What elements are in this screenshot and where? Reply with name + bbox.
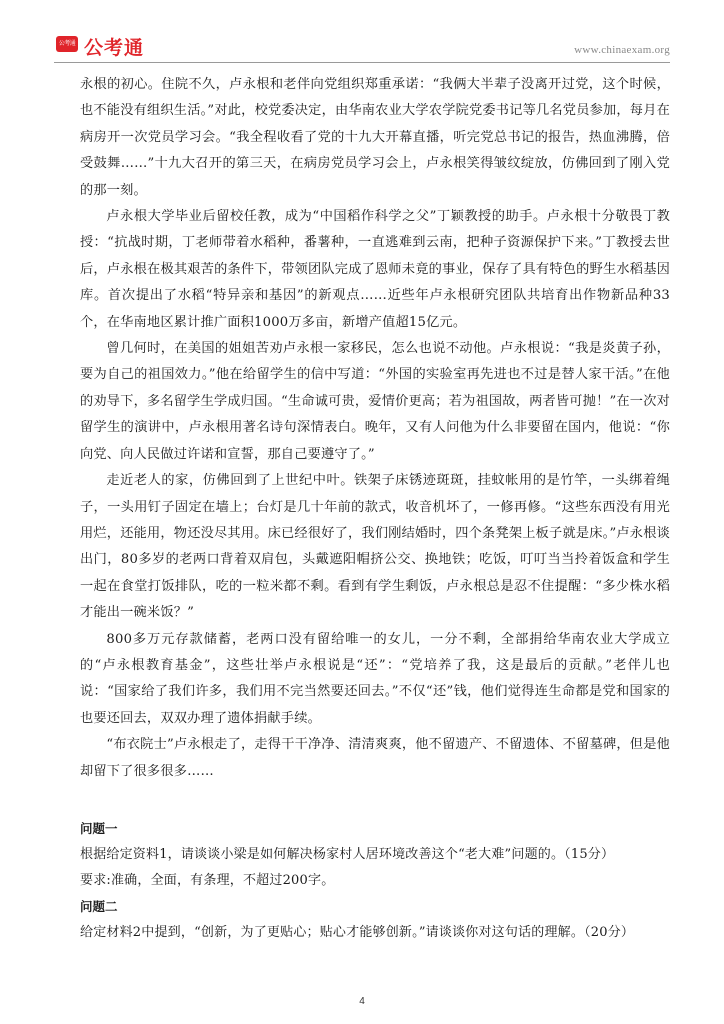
site-url: www.chinaexam.org <box>574 44 670 56</box>
question-1-title: 问题一 <box>80 821 118 836</box>
questions-section <box>80 816 670 946</box>
paragraph-1: 永根的初心。住院不久，卢永根和老伴向党组织郑重承诺：“我俩大半辈子没离开过党，这个时候，也不能没有组织生活。”对此，校党委决定，由华南农业大学农学院党委书记等几名党员参加，每月在病房开一次党员学习会。“我全程收看了党的十九大开幕直播，听完党总书记的报告，热血沸腾，倍受鼓舞……”十九大召开的第三天，在病房党员学习会上，卢永根笑得皱纹绽放，仿佛回到了刚入党的那一刻。 <box>80 77 670 198</box>
page-number: 4 <box>359 996 365 1007</box>
page-header <box>54 34 670 62</box>
paragraph-6: “布衣院士”卢永根走了，走得干干净净、清清爽爽，他不留遗产、不留遗体、不留墓碑，但是他却留下了很多很多…… <box>80 737 670 779</box>
article-body <box>80 72 670 785</box>
question-2-prompt: 给定材料2中提到，“创新，为了更贴心；贴心才能够创新。”请谈谈你对这句话的理解。（20分） <box>80 925 635 940</box>
brand-logo-text: 公考通 <box>84 37 145 59</box>
question-2-title: 问题二 <box>80 899 118 914</box>
paragraph-4: 走近老人的家，仿佛回到了上世纪中叶。铁架子床锈迹斑斑，挂蚊帐用的是竹竿，一头绑着绳子，一头用钉子固定在墙上；台灯是几十年前的款式，收音机坏了，一修再修。“这些东西没有用光用烂，还能用，物还没尽其用。床已经很好了，我们刚结婚时，四个条凳架上板子就是床。”卢永根谈出门，80多岁的老两口背着双肩包，头戴遮阳帽挤公交、换地铁；吃饭，叮叮当当拎着饭盒和学生一起在食堂打饭排队，吃的一粒米都不剩。看到有学生剩饭，卢永根总是忍不住提醒：“多少株水稻才能出一碗米饭？” <box>80 473 670 621</box>
paragraph-2: 卢永根大学毕业后留校任教，成为“中国稻作科学之父”丁颖教授的助手。卢永根十分敬畏丁教授：“抗战时期，丁老师带着水稻种，番薯种，一直逃难到云南，把种子资源保护下来。”丁教授去世后，卢永根在极其艰苦的条件下，带领团队完成了恩师未竟的事业，保存了具有特色的野生水稻基因库。首次提出了水稻“特异亲和基因”的新观点……近些年卢永根研究团队共培育出作物新品种33个，在华南地区累计推广面积1000万多亩，新增产值超15亿元。 <box>80 209 670 330</box>
question-1-prompt: 根据给定资料1，请谈谈小梁是如何解决杨家村人居环境改善这个“老大难”问题的。（15分） <box>80 847 615 862</box>
question-1-requirement: 要求:准确，全面，有条理，不超过200字。 <box>80 873 335 888</box>
paragraph-3: 曾几何时，在美国的姐姐苦劝卢永根一家移民，怎么也说不动他。卢永根说：“我是炎黄子孙，要为自己的祖国效力。”他在给留学生的信中写道：“外国的实验室再先进也不过是替人家干活。”在他的劝导下，多名留学生学成归国。“生命诚可贵，爱情价更高；若为祖国故，两者皆可抛！”在一次对留学生的演讲中，卢永根用著名诗句深情表白。晚年，又有人问他为什么非要留在国内，他说：“你向党、向人民做过许诺和宣誓，那自己要遵守了。” <box>80 341 670 462</box>
paragraph-5: 800多万元存款储蓄，老两口没有留给唯一的女儿，一分不剩，全部捐给华南农业大学成立的“卢永根教育基金”，这些壮举卢永根说是“还”：“党培养了我，这是最后的贡献。”老伴儿也说：“国家给了我们许多，我们用不完当然要还回去。”不仅“还”钱，他们觉得连生命都是党和国家的也要还回去，双双办理了遗体捐献手续。 <box>80 631 670 726</box>
logo-badge-icon: 公考通 <box>56 36 78 52</box>
header-divider <box>54 62 670 63</box>
